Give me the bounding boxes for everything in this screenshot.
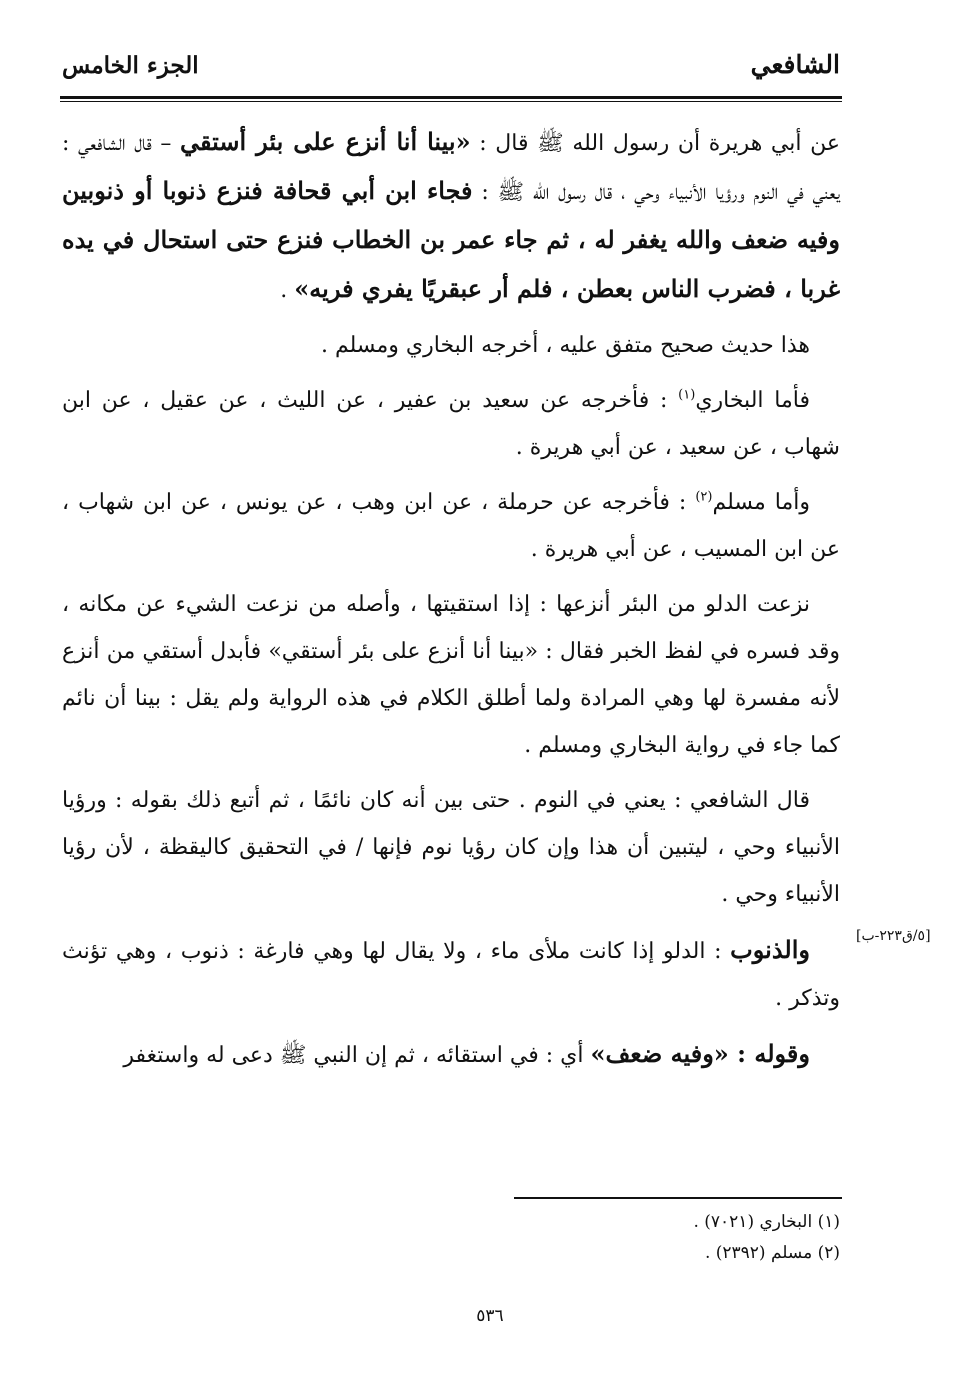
paragraph [62,118,840,314]
footnote-marker: (١) [678,387,696,403]
header-rule-thick [60,96,842,99]
page-header [62,50,840,90]
footnotes [500,1207,840,1269]
footnote-2: (٢) مسلم (٢٣٩٢) . [704,1243,840,1263]
text-run: وأما مسلم [712,490,810,515]
paragraph [62,926,840,1022]
main-text [62,118,840,1087]
text-run: نزعت الدلو من البئر أنزعها : إذا استقيتها ، وأصله من نزعت الشيء عن مكانه ، وقد فسره في لفظ الخبر فقال : «بينا أنا أنزع على بئر أستقي» فأبدل أستقي من أنزع لأنه مفسرة لها وهي المرادة ولما أطلق الكلام في هذه الرواية ولم يقل : بينا أن نائم كما جاء في رواية البخاري ومسلم . [62,592,840,758]
text-run: هذا حديث صحيح متفق عليه ، أخرجه البخاري ومسلم . [320,333,810,358]
bold-text-run: «بينا أنا أنزع على بئر أستقي [180,127,471,156]
bold-text-run: والذنوب [730,935,810,964]
paragraph [62,322,840,369]
paragraph [62,581,840,769]
text-run: : فأخرجه عن سعيد بن عفير ، عن الليث ، عن عقيل ، عن ابن شهاب ، عن سعيد ، عن أبي هريرة . [62,388,840,460]
text-run: قال الشافعي : يعني في النوم . حتى بين أنه كان نائمًا ، ثم أتبع ذلك بقوله : ورؤيا الأنبياء وحي ، ليتبين أن هذا وإن كان رؤيا نوم فإنها / في التحقيق كاليقظة ، لأن رؤيا الأنبياء وحي . [62,788,840,907]
paragraph [62,479,840,573]
text-run: أي : في استقائه ، ثم إن النبي ﷺ دعى له واستغفر [123,1043,591,1068]
paragraph [62,1030,840,1079]
text-run: : فأخرجه عن حرملة ، عن ابن وهب ، عن يونس ، عن ابن شهاب ، عن ابن المسيب ، عن أبي هريرة . [62,490,840,562]
bold-text-run: وقوله : «وفيه ضعف» [590,1039,810,1068]
text-run: فأما البخاري [695,388,810,413]
header-rule-thin [60,101,842,102]
bold-text-run: فجاء ابن أبي قحافة فنزع ذنوبا أو ذنوبين وفيه ضعف والله يغفر له ، ثم جاء عمر بن الخطاب فنزع حتى استحال في يده غربا ، فضرب الناس بعطن ، فلم أر عبقريًا يفري فريه» [62,176,840,303]
paragraph [62,377,840,471]
text-run: – قال الشافعي : يعني في النوم ورؤيا الأنبياء وحي ، قال رسول الله ﷺ : [62,131,840,205]
text-run: عن أبي هريرة أن رسول الله ﷺ قال : [470,131,841,156]
footnote-separator [514,1197,842,1199]
page-number: ٥٣٦ [476,1306,504,1326]
volume-label: الجزء الخامس [62,52,199,79]
footnote-1: (١) البخاري (٧٠٢١) . [693,1212,840,1232]
text-run: . [280,278,295,303]
text-run: : الدلو إذا كانت ملأى ماء ، ولا يقال لها وهي فارغة : ذنوب ، وهي تؤنث وتذكر . [62,939,840,1011]
manuscript-folio-note: [٥/ق٢٢٣-ب] [856,928,931,944]
footnote-marker: (٢) [695,489,713,505]
book-title: الشافعي [750,50,840,79]
paragraph [62,777,840,918]
